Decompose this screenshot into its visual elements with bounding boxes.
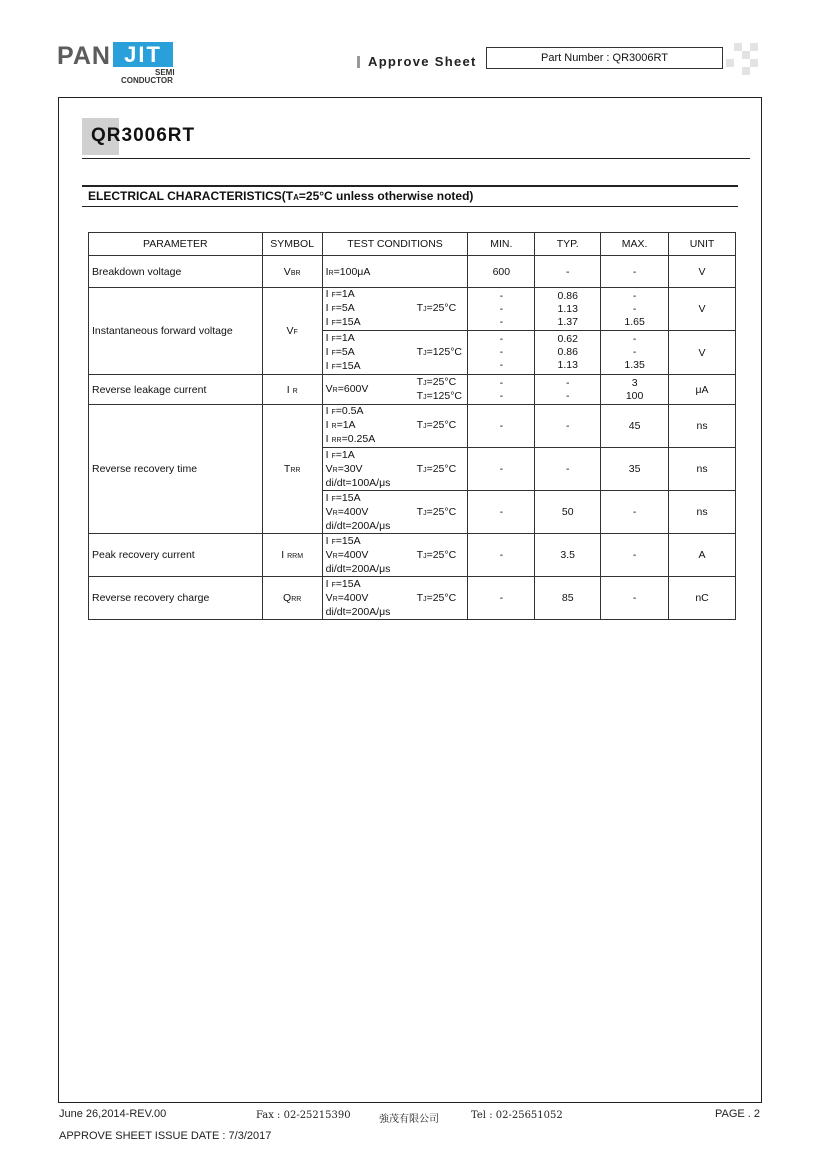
unit-cell: μA xyxy=(669,375,736,405)
symbol-cell: QRR xyxy=(262,577,322,620)
unit-cell: ns xyxy=(669,448,736,491)
test-conditions-cell: IR=100μA xyxy=(322,256,468,288)
min-cell: - - - xyxy=(468,331,535,375)
unit-cell: ns xyxy=(669,491,736,534)
symbol-cell: VF xyxy=(262,288,322,375)
parameter-cell: Peak recovery current xyxy=(89,534,263,577)
fax-number: Fax : 02-25215390 xyxy=(256,1110,351,1121)
min-cell: - xyxy=(468,577,535,620)
logo-conductor-text: CONDUCTOR xyxy=(121,76,173,85)
logo-semi-text: SEMI xyxy=(155,68,175,77)
typ-cell: 0.86 1.13 1.37 xyxy=(535,288,601,331)
table-row xyxy=(89,375,736,405)
corner-decoration xyxy=(750,59,758,67)
logo-jit-badge: JIT xyxy=(113,42,173,67)
company-name: 強茂有限公司 xyxy=(379,1114,439,1125)
tel-number: Tel : 02-25651052 xyxy=(471,1110,563,1121)
test-conditions-cell: I F=15A VR=400V TJ=25°C di/dt=200A/μs xyxy=(322,577,468,620)
min-cell: 600 xyxy=(468,256,535,288)
typ-cell: 0.62 0.86 1.13 xyxy=(535,331,601,375)
typ-cell: 50 xyxy=(535,491,601,534)
parameter-cell: Reverse recovery charge xyxy=(89,577,263,620)
approve-sheet-marker xyxy=(357,56,360,68)
header-symbol: SYMBOL xyxy=(262,233,322,256)
electrical-characteristics-table xyxy=(88,232,736,620)
corner-decoration xyxy=(742,67,750,75)
max-cell: - - 1.35 xyxy=(601,331,669,375)
min-cell: - - xyxy=(468,375,535,405)
unit-cell: V xyxy=(669,256,736,288)
max-cell: 45 xyxy=(601,405,669,448)
max-cell: 35 xyxy=(601,448,669,491)
page-number: PAGE . 2 xyxy=(715,1108,761,1120)
max-cell: - - 1.65 xyxy=(601,288,669,331)
max-cell: - xyxy=(601,256,669,288)
test-conditions-cell: I F=15A VR=400V TJ=25°C di/dt=200A/μs xyxy=(322,534,468,577)
unit-cell: ns xyxy=(669,405,736,448)
table-row xyxy=(89,405,736,448)
table-row xyxy=(89,534,736,577)
unit-cell: A xyxy=(669,534,736,577)
part-number-box: Part Number : QR3006RT xyxy=(486,47,723,69)
test-conditions-cell: I F=1A VR=30V TJ=25°C di/dt=100A/μs xyxy=(322,448,468,491)
min-cell: - xyxy=(468,448,535,491)
section-title: ELECTRICAL CHARACTERISTICS(TA=25°C unless otherwise noted) xyxy=(88,189,474,203)
table-row xyxy=(89,288,736,331)
parameter-cell: Breakdown voltage xyxy=(89,256,263,288)
table-header-row xyxy=(89,233,736,256)
min-cell: - xyxy=(468,491,535,534)
test-conditions-cell: I F=1A I F=5A TJ=25°C I F=15A xyxy=(322,288,468,331)
test-conditions-cell: TJ=25°C VR=600V TJ=125°C xyxy=(322,375,468,405)
symbol-cell: VBR xyxy=(262,256,322,288)
title-rule xyxy=(82,158,750,159)
header-typ: TYP. xyxy=(535,233,601,256)
symbol-cell: I RRM xyxy=(262,534,322,577)
corner-decoration xyxy=(742,51,750,59)
max-cell: - xyxy=(601,534,669,577)
min-cell: - xyxy=(468,405,535,448)
table-row xyxy=(89,256,736,288)
header-max: MAX. xyxy=(601,233,669,256)
section-rule-top xyxy=(82,185,738,187)
test-conditions-cell: I F=1A I F=5A TJ=125°C I F=15A xyxy=(322,331,468,375)
corner-decoration xyxy=(750,43,758,51)
header-parameter: PARAMETER xyxy=(89,233,263,256)
symbol-cell: TRR xyxy=(262,405,322,534)
page-title: QR3006RT xyxy=(91,125,196,146)
section-rule-bottom xyxy=(82,206,738,207)
corner-decoration xyxy=(726,59,734,67)
max-cell: 3 100 xyxy=(601,375,669,405)
parameter-cell: Reverse leakage current xyxy=(89,375,263,405)
approve-sheet-label: Approve Sheet xyxy=(368,54,477,69)
header-min: MIN. xyxy=(468,233,535,256)
symbol-cell: I R xyxy=(262,375,322,405)
min-cell: - - - xyxy=(468,288,535,331)
unit-cell: V xyxy=(669,288,736,331)
typ-cell: - - xyxy=(535,375,601,405)
typ-cell: 3.5 xyxy=(535,534,601,577)
typ-cell: - xyxy=(535,405,601,448)
typ-cell: 85 xyxy=(535,577,601,620)
corner-decoration xyxy=(734,43,742,51)
max-cell: - xyxy=(601,577,669,620)
header-unit: UNIT xyxy=(669,233,736,256)
typ-cell: - xyxy=(535,448,601,491)
typ-cell: - xyxy=(535,256,601,288)
unit-cell: nC xyxy=(669,577,736,620)
min-cell: - xyxy=(468,534,535,577)
revision-date: June 26,2014-REV.00 xyxy=(59,1108,167,1120)
parameter-cell: Reverse recovery time xyxy=(89,405,263,534)
logo-pan-text: PAN xyxy=(57,42,111,70)
max-cell: - xyxy=(601,491,669,534)
issue-date: APPROVE SHEET ISSUE DATE : 7/3/2017 xyxy=(59,1130,272,1142)
table-row xyxy=(89,577,736,620)
parameter-cell: Instantaneous forward voltage xyxy=(89,288,263,375)
header-test-conditions: TEST CONDITIONS xyxy=(322,233,468,256)
test-conditions-cell: I F=15A VR=400V TJ=25°C di/dt=200A/μs xyxy=(322,491,468,534)
unit-cell: V xyxy=(669,331,736,375)
test-conditions-cell: I F=0.5A I R=1A TJ=25°C I RR=0.25A xyxy=(322,405,468,448)
